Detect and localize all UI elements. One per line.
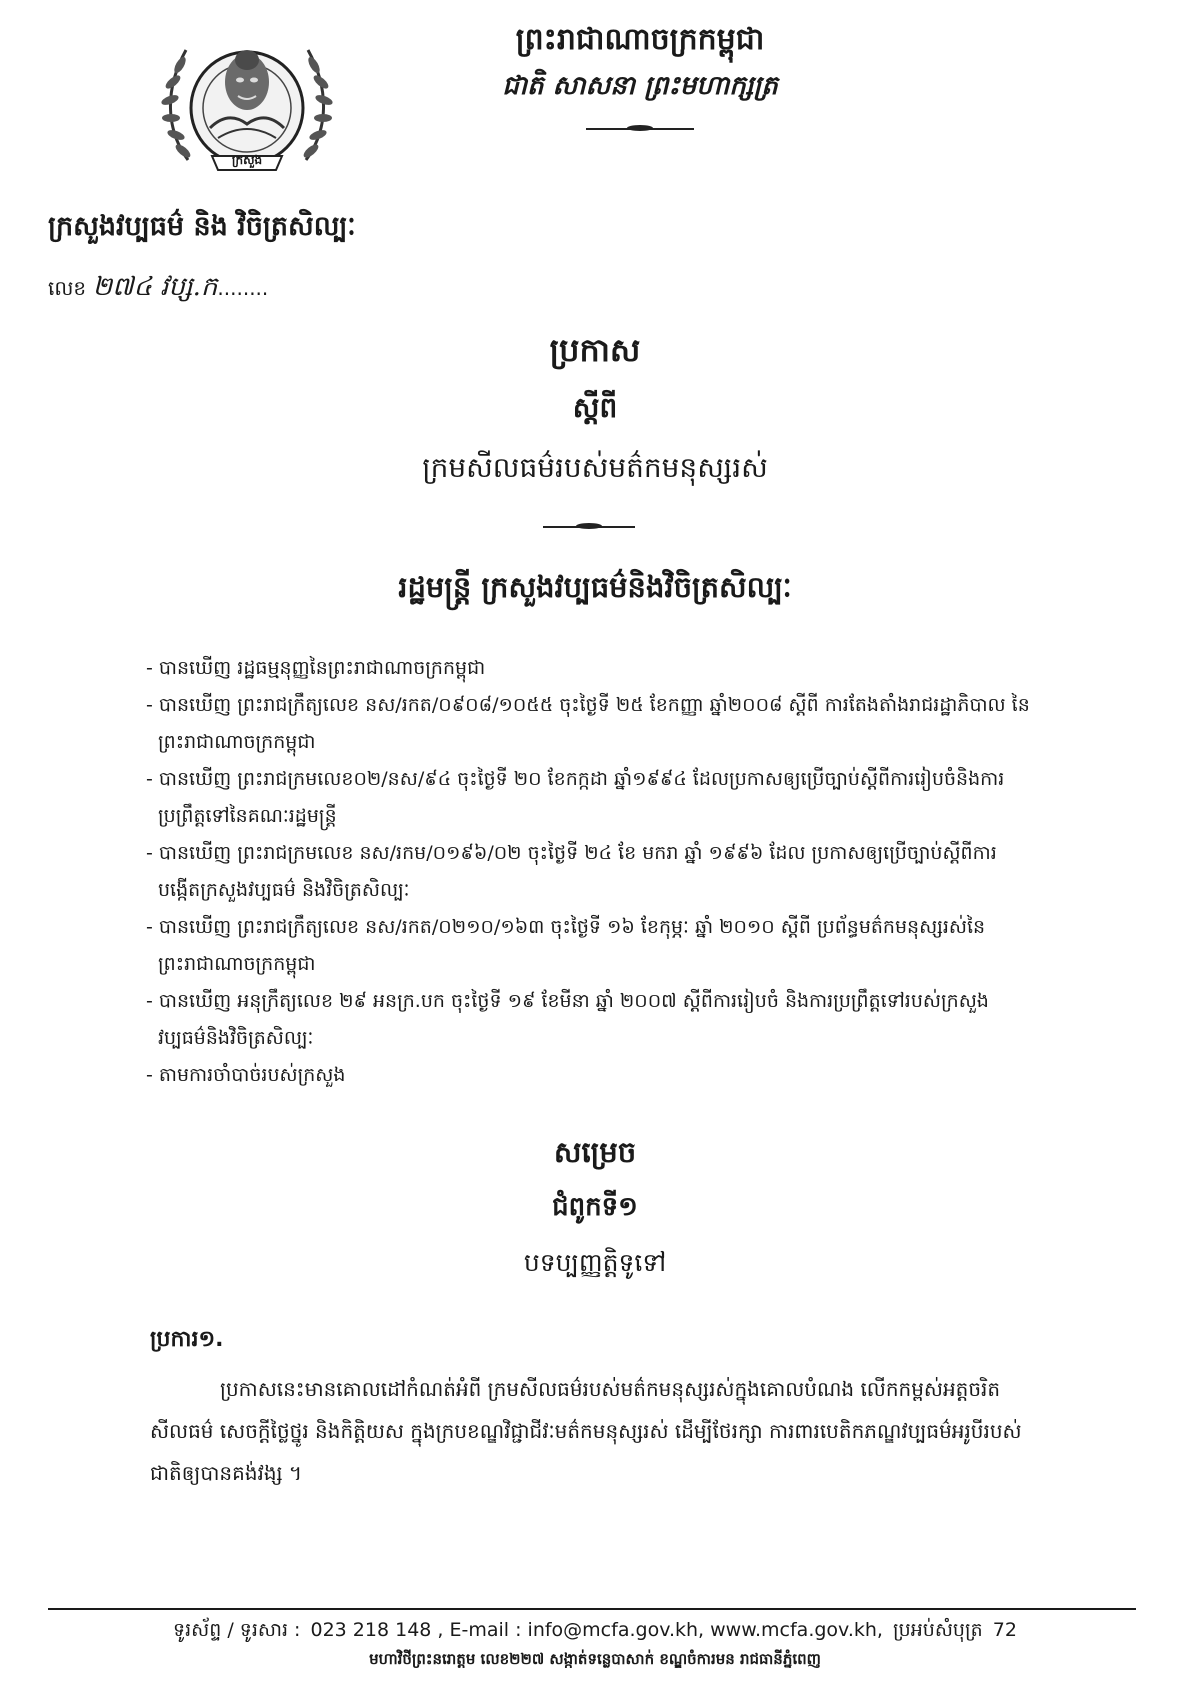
footer-contact (0, 1618, 1190, 1646)
reference-label: លេខ (48, 276, 87, 300)
footer-po-label: ប្រអប់សំបុត្រ (893, 1619, 983, 1641)
legal-basis-item: - បានឃើញ ព្រះរាជក្រមលេខ០២/នស/៩៤ ចុះថ្ងៃទី ២០ ខែកក្កដា ឆ្នាំ១៩៩៤ ដែលប្រកាសឲ្យប្រើច្បាប់ស្តីពីការរៀបចំនិងការប្រព្រឹត្តទៅនៃគណៈរដ្ឋមន្ត្រី (146, 768, 1005, 827)
chapter-title: បទប្បញ្ញត្តិទូទៅ (523, 1248, 667, 1277)
kingdom-header (430, 20, 850, 134)
document-type-title: ប្រកាស (549, 331, 641, 369)
article-paragraph: ប្រកាសនេះមានគោលដៅកំណត់អំពី ក្រមសីលធម៌របស់មត៌កមនុស្សរស់ក្នុងគោលបំណង លើកកម្ពស់អត្តចរិត សីលធម៌ សេចក្តីថ្លៃថ្នូរ និងកិត្តិយស ក្នុងក្របខណ្ឌវិជ្ជាជីវៈមត៌កមនុស្សរស់ ដើម្បីថែរក្សា ការពារបេតិកភណ្ឌវប្បធម៌អរូបីរបស់ជាតិឲ្យបានគង់វង្ស ។ (150, 1377, 1022, 1485)
footer-address: មហាវិថីព្រះនរោត្តម លេខ២២៧ សង្កាត់ទន្លេបាសាក់ ខណ្ឌចំការមន រាជធានីភ្នំពេញ (369, 1650, 821, 1668)
footer-divider (48, 1608, 1136, 1610)
footer-po-number: 72 (992, 1619, 1017, 1641)
legal-basis-item: - បានឃើញ រដ្ឋធម្មនុញ្ញនៃព្រះរាជាណាចក្រកម្ពុជា (146, 657, 486, 679)
decision-heading: សម្រេច (553, 1135, 637, 1169)
legal-basis-item: - តាមការចាំបាច់របស់ក្រសួង (146, 1064, 346, 1086)
national-motto: ជាតិ សាសនា ព្រះមហាក្សត្រ (502, 71, 778, 101)
legal-basis-item: - បានឃើញ អនុក្រឹត្យលេខ ២៩ អនក្រ.បក ចុះថ្ងៃទី ១៩ ខែមីនា ឆ្នាំ ២០០៧ ស្តីពីការរៀបចំ និងការប្រព្រឹត្តទៅរបស់ក្រសួងវប្បធម៌និងវិចិត្រសិល្បៈ (146, 990, 989, 1049)
article-heading: ប្រការ១. (150, 1327, 224, 1352)
document-subject: ក្រមសីលធម៌របស់មត៌កមនុស្សរស់ (422, 451, 768, 484)
ministry-name: ក្រសួងវប្បធម៌ និង វិចិត្រសិល្បៈ (48, 211, 356, 242)
footer-contact-details: 023 218 148 , E-mail : info@mcfa.gov.kh, www.mcfa.gov.kh, (310, 1619, 883, 1641)
reference-number (48, 270, 268, 308)
kingdom-title: ព្រះរាជាណាចក្រកម្ពុជា (515, 22, 765, 57)
document-on-label: ស្តីពី (572, 391, 618, 424)
minister-heading: រដ្ឋមន្ត្រី ក្រសួងវប្បធម៌និងវិចិត្រសិល្បៈ (398, 570, 792, 604)
reference-handwritten-number: ២៧៤ វប្ស.ក (92, 272, 218, 302)
chapter-heading: ជំពូកទី១ (552, 1192, 638, 1222)
legal-basis-item: - បានឃើញ ព្រះរាជក្រឹត្យលេខ នស/រកត/០២១០/១៦៣ ចុះថ្ងៃទី ១៦ ខែកុម្ភៈ ឆ្នាំ ២០១០ ស្តីពី ប្រព័ន្ធមត៌កមនុស្សរស់នៃព្រះរាជាណាចក្រកម្ពុជា (146, 916, 986, 975)
reference-dots: ........ (217, 276, 269, 300)
legal-basis-list (146, 650, 1031, 1094)
legal-basis-item: - បានឃើញ ព្រះរាជក្រមលេខ នស/រកម/០១៩៦/០២ ចុះថ្ងៃទី ២៤ ខែ មករា ឆ្នាំ ១៩៩៦ ដែល ប្រកាសឲ្យប្រើច្បាប់ស្តីពីការបង្កើតក្រសួងវប្បធម៌ និងវិចិត្រសិល្បៈ (146, 842, 997, 901)
footer-phone-label: ទូរស័ព្ទ / ទូរសារ : (173, 1619, 301, 1641)
title-divider (543, 522, 635, 532)
legal-basis-item: - បានឃើញ ព្រះរាជក្រឹត្យលេខ នស/រកត/០៩០៨/១០៥៥ ចុះថ្ងៃទី ២៥ ខែកញ្ញា ឆ្នាំ២០០៨ ស្តីពី ការតែងតាំងរាជរដ្ឋាភិបាល នៃព្រះរាជាណាចក្រកម្ពុជា (146, 694, 1030, 753)
header-divider (586, 124, 694, 134)
seal-label: ក្រសួង (231, 153, 263, 167)
